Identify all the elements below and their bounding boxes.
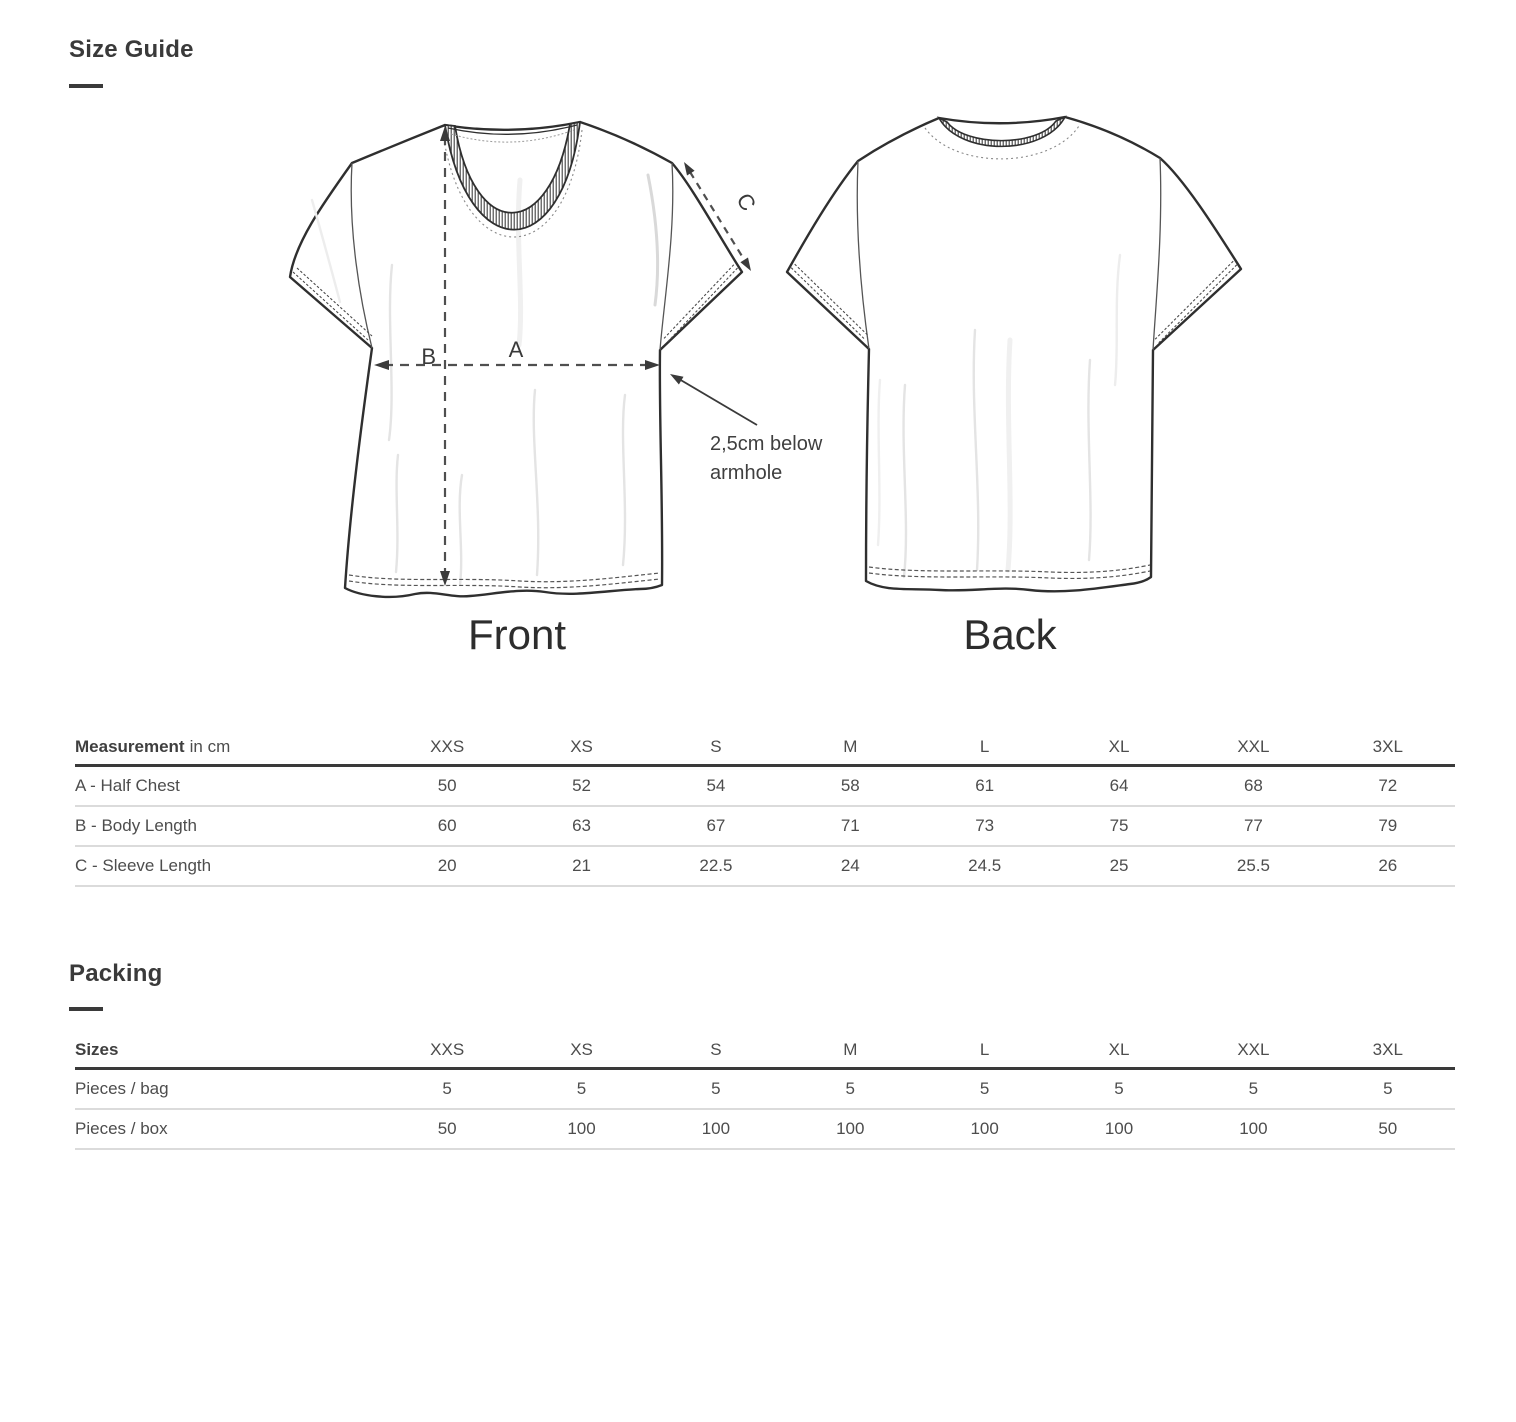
back-shirt-drawing <box>787 117 1241 591</box>
table-cell: 63 <box>514 806 648 846</box>
table-cell: 68 <box>1186 766 1320 807</box>
armhole-annotation-line2: armhole <box>710 462 783 484</box>
size-col-header-3xl: 3XL <box>1321 727 1455 766</box>
row-label: C - Sleeve Length <box>75 846 380 886</box>
table-cell: 5 <box>917 1069 1051 1110</box>
table-cell: 5 <box>1186 1069 1320 1110</box>
size-col-header-l: L <box>917 727 1051 766</box>
table-cell: 54 <box>649 766 783 807</box>
table-row-pieces-box <box>75 1109 1455 1149</box>
size-col-header-l: L <box>917 1030 1051 1069</box>
row-label: A - Half Chest <box>75 766 380 807</box>
table-cell: 77 <box>1186 806 1320 846</box>
table-cell: 100 <box>1186 1109 1320 1149</box>
table-cell: 20 <box>380 846 514 886</box>
size-col-header-xl: XL <box>1052 1030 1186 1069</box>
row-label: B - Body Length <box>75 806 380 846</box>
table-cell: 60 <box>380 806 514 846</box>
front-view-label: Front <box>467 611 567 658</box>
table-row-half-chest <box>75 766 1455 807</box>
armhole-annotation-line1: 2,5cm below <box>710 433 823 455</box>
table-cell: 100 <box>1052 1109 1186 1149</box>
table-cell: 24 <box>783 846 917 886</box>
packing-table <box>75 1030 1455 1150</box>
table-cell: 5 <box>649 1069 783 1110</box>
size-col-header-m: M <box>783 727 917 766</box>
table-cell: 50 <box>380 766 514 807</box>
size-col-header-xxl: XXL <box>1186 727 1320 766</box>
table-cell: 5 <box>380 1069 514 1110</box>
table-cell: 73 <box>917 806 1051 846</box>
size-col-header-xl: XL <box>1052 727 1186 766</box>
table-cell: 5 <box>1321 1069 1455 1110</box>
table-cell: 5 <box>1052 1069 1186 1110</box>
table-cell: 58 <box>783 766 917 807</box>
table-cell: 67 <box>649 806 783 846</box>
measure-label-b: B <box>421 344 436 369</box>
size-col-header-xxs: XXS <box>380 1030 514 1069</box>
measurement-header-label <box>75 727 380 766</box>
measurement-header-row <box>75 727 1455 766</box>
table-cell: 64 <box>1052 766 1186 807</box>
size-col-header-xxl: XXL <box>1186 1030 1320 1069</box>
size-col-header-3xl: 3XL <box>1321 1030 1455 1069</box>
table-cell: 21 <box>514 846 648 886</box>
table-cell: 5 <box>514 1069 648 1110</box>
packing-title: Packing <box>69 960 163 987</box>
measurement-header-unit: in cm <box>189 737 231 756</box>
row-label: Pieces / box <box>75 1109 380 1149</box>
measurement-table-section <box>75 727 1455 887</box>
table-cell: 72 <box>1321 766 1455 807</box>
armhole-annotation <box>710 430 822 488</box>
table-cell: 100 <box>917 1109 1051 1149</box>
packing-table-section <box>75 1030 1455 1150</box>
row-label: Pieces / bag <box>75 1069 380 1110</box>
size-col-header-xxs: XXS <box>380 727 514 766</box>
measurement-header-label-bold: Measurement <box>75 737 185 756</box>
table-cell: 71 <box>783 806 917 846</box>
table-cell: 100 <box>649 1109 783 1149</box>
measure-label-c: C <box>731 188 762 216</box>
measure-label-a: A <box>508 337 524 362</box>
armhole-leader-arrow <box>670 374 757 425</box>
size-col-header-xs: XS <box>514 727 648 766</box>
table-cell: 79 <box>1321 806 1455 846</box>
table-row-body-length <box>75 806 1455 846</box>
packing-underline-dash <box>69 1007 103 1011</box>
table-cell: 61 <box>917 766 1051 807</box>
back-view-label: Back <box>963 611 1057 658</box>
table-cell: 50 <box>380 1109 514 1149</box>
table-cell: 100 <box>514 1109 648 1149</box>
page-title: Size Guide <box>69 36 194 63</box>
table-cell: 25.5 <box>1186 846 1320 886</box>
table-cell: 25 <box>1052 846 1186 886</box>
size-col-header-xs: XS <box>514 1030 648 1069</box>
table-cell: 75 <box>1052 806 1186 846</box>
packing-header-row <box>75 1030 1455 1069</box>
table-cell: 50 <box>1321 1109 1455 1149</box>
table-row-pieces-bag <box>75 1069 1455 1110</box>
table-cell: 100 <box>783 1109 917 1149</box>
size-col-header-m: M <box>783 1030 917 1069</box>
table-row-sleeve-length <box>75 846 1455 886</box>
size-col-header-s: S <box>649 727 783 766</box>
packing-header-label: Sizes <box>75 1030 380 1069</box>
table-cell: 52 <box>514 766 648 807</box>
table-cell: 22.5 <box>649 846 783 886</box>
measurement-table <box>75 727 1455 887</box>
table-cell: 26 <box>1321 846 1455 886</box>
size-col-header-s: S <box>649 1030 783 1069</box>
table-cell: 5 <box>783 1069 917 1110</box>
table-cell: 24.5 <box>917 846 1051 886</box>
